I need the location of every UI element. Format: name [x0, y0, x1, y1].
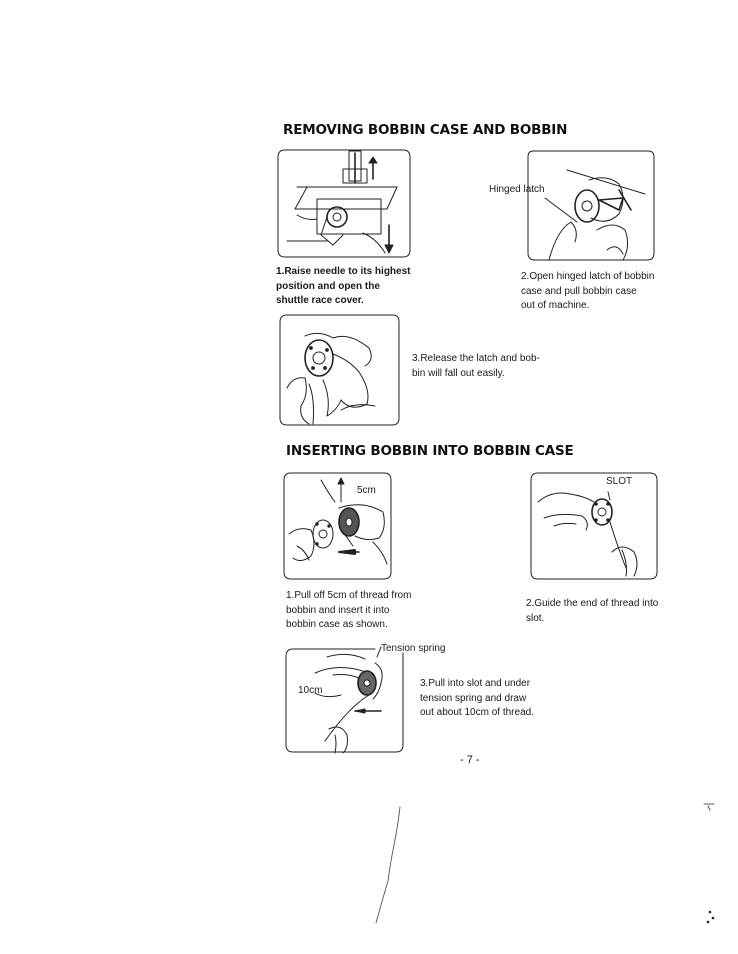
figure-release-latch [279, 314, 401, 426]
caption-step-1: 1.Raise needle to its highest position and open the shuttle race cover. [276, 266, 411, 306]
caption-step-2: 2.Open hinged latch of bobbin case and pull bobbin case out of machine. [521, 271, 655, 311]
figure-raise-needle [277, 149, 411, 258]
scan-artifact-specks [690, 800, 730, 930]
figure-frame [531, 473, 657, 579]
figure-tension-spring [285, 643, 407, 753]
label-hinged-latch: Hinged latch [489, 184, 545, 195]
caption-insert-step-3: 3.Pull into slot and under tension spring and draw out about 10cm of thread. [420, 678, 534, 718]
label-5cm: 5cm [357, 485, 376, 496]
label-10cm: 10cm [298, 685, 323, 696]
page-number: - 7 - [460, 754, 480, 766]
section-heading-inserting: INSERTING BOBBIN INTO BOBBIN CASE [286, 443, 574, 459]
figure-frame [528, 151, 654, 260]
figure-hinged-latch [527, 150, 655, 261]
caption-insert-step-1: 1.Pull off 5cm of thread from bobbin and insert it into bobbin case as shown. [286, 590, 412, 630]
figure-guide-slot [530, 472, 658, 580]
caption-step-3: 3.Release the latch and bob- bin will fall out easily. [412, 353, 540, 379]
label-slot: SLOT [606, 476, 633, 487]
figure-frame [280, 315, 399, 425]
section-heading-removing: REMOVING BOBBIN CASE AND BOBBIN [283, 122, 568, 138]
label-tension-spring: Tension spring [381, 643, 446, 654]
scan-artifact-line [370, 805, 410, 925]
caption-insert-step-2: 2.Guide the end of thread into slot. [526, 598, 659, 624]
figure-frame [286, 649, 403, 752]
